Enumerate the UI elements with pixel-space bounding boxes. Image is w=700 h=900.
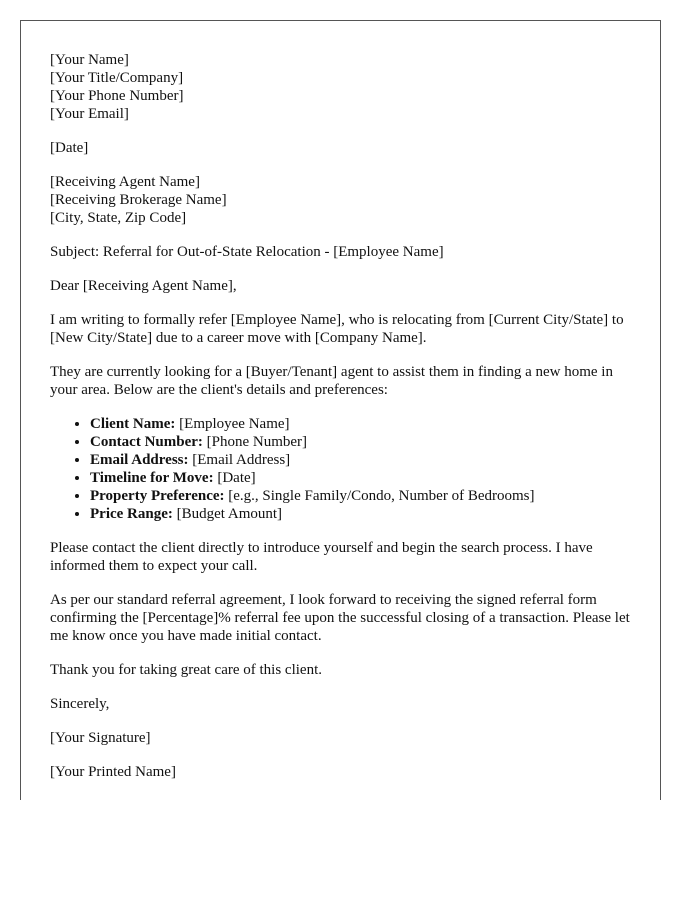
detail-value: [Employee Name]: [175, 416, 290, 432]
sender-title-company: [Your Title/Company]: [50, 70, 184, 86]
detail-label: Contact Number:: [90, 434, 203, 450]
list-item: [90, 505, 640, 523]
letter-date: [Date]: [50, 140, 89, 156]
request-paragraph: They are currently looking for a [Buyer/Tenant] agent to assist them in finding a new home in your area. Below are the client's details and preferences:: [50, 364, 613, 398]
detail-value: [Phone Number]: [202, 434, 308, 450]
contact-paragraph: Please contact the client directly to introduce yourself and begin the search process. I have informed them to expect your call.: [50, 540, 593, 574]
recipient-block: [50, 173, 640, 227]
list-item: [90, 451, 640, 469]
printed-name: [Your Printed Name]: [50, 764, 176, 780]
detail-value: [Date]: [213, 470, 256, 486]
client-details-list: [50, 415, 640, 523]
detail-label: Property Preference:: [90, 488, 225, 504]
thanks-paragraph: Thank you for taking great care of this client.: [50, 662, 322, 678]
detail-label: Price Range:: [90, 506, 173, 522]
detail-label: Timeline for Move:: [90, 470, 214, 486]
sender-block: [50, 51, 640, 123]
letter-page: [20, 20, 661, 800]
detail-label: Client Name:: [90, 416, 176, 432]
recipient-city-state-zip: [City, State, Zip Code]: [50, 210, 187, 226]
detail-value: [Email Address]: [188, 452, 291, 468]
detail-label: Email Address:: [90, 452, 189, 468]
letter-subject: Subject: Referral for Out-of-State Relocation - [Employee Name]: [50, 244, 444, 260]
sender-email: [Your Email]: [50, 106, 129, 122]
detail-value: [e.g., Single Family/Condo, Number of Bedrooms]: [224, 488, 535, 504]
sender-name: [Your Name]: [50, 52, 129, 68]
list-item: [90, 433, 640, 451]
list-item: [90, 415, 640, 433]
agreement-paragraph: As per our standard referral agreement, I look forward to receiving the signed referral form confirming the [Percentage]% referral fee upon the successful closing of a transaction. Please let me know once you have made initial contact.: [50, 592, 630, 644]
intro-paragraph: I am writing to formally refer [Employee Name], who is relocating from [Current City/State] to [New City/State] due to a career move with [Company Name].: [50, 312, 624, 346]
recipient-agent-name: [Receiving Agent Name]: [50, 174, 200, 190]
list-item: [90, 487, 640, 505]
detail-value: [Budget Amount]: [172, 506, 283, 522]
signature: [Your Signature]: [50, 730, 151, 746]
closing: Sincerely,: [50, 696, 110, 712]
list-item: [90, 469, 640, 487]
recipient-brokerage: [Receiving Brokerage Name]: [50, 192, 227, 208]
salutation: Dear [Receiving Agent Name],: [50, 278, 237, 294]
letter-content: [50, 51, 640, 797]
sender-phone: [Your Phone Number]: [50, 88, 184, 104]
